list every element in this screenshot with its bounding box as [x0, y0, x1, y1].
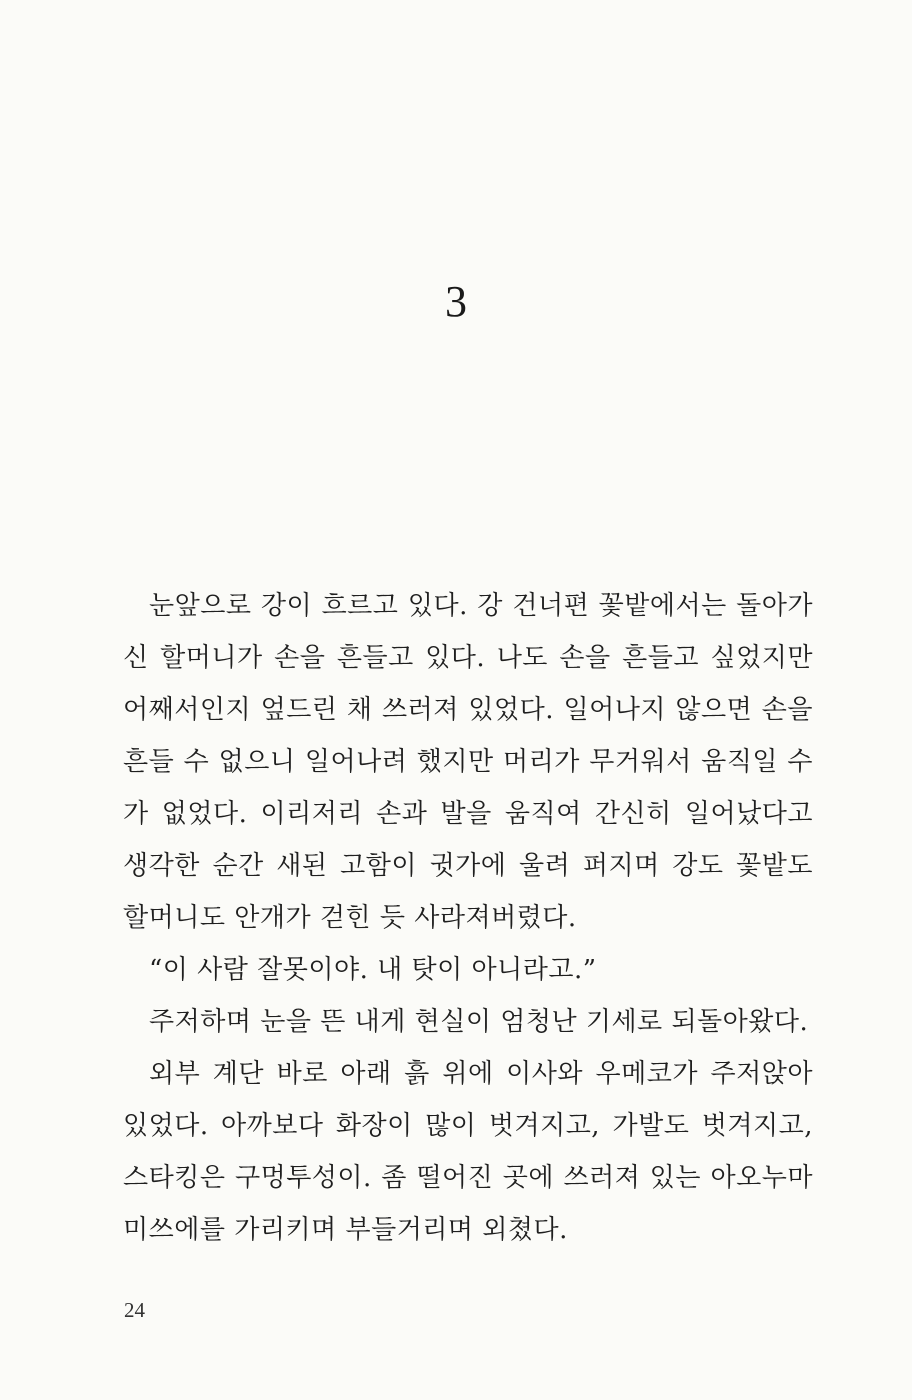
paragraph: 눈앞으로 강이 흐르고 있다. 강 건너편 꽃밭에서는 돌아가신 할머니가 손을 흔들고 있다. 나도 손을 흔들고 싶었지만 어째서인지 엎드린 채 쓰러져 있었다. 일어나지 않으면 손을 흔들 수 없으니 일어나려 했지만 머리가 무거워서 움직일 수가 없었다. 이리저리 손과 발을 움직여 간신히 일어났다고 생각한 순간 새된 고함이 귓가에 울려 퍼지며 강도 꽃밭도 할머니도 안개가 걷힌 듯 사라져버렸다. — [123, 591, 813, 933]
chapter-number: 3 — [445, 277, 467, 326]
body-text — [123, 580, 813, 1256]
paragraph: 외부 계단 바로 아래 흙 위에 이사와 우메코가 주저앉아 있었다. 아까보다 화장이 많이 벗겨지고, 가발도 벗겨지고, 스타킹은 구멍투성이. 좀 떨어진 곳에 쓰러져 있는 아오누마 미쓰에를 가리키며 부들거리며 외쳤다. — [123, 1059, 813, 1245]
paragraph: 주저하며 눈을 뜬 내게 현실이 엄청난 기세로 되돌아왔다. — [149, 1007, 809, 1037]
page-number: 24 — [124, 1298, 145, 1322]
paragraph: “이 사람 잘못이야. 내 탓이 아니라고.” — [149, 955, 597, 985]
